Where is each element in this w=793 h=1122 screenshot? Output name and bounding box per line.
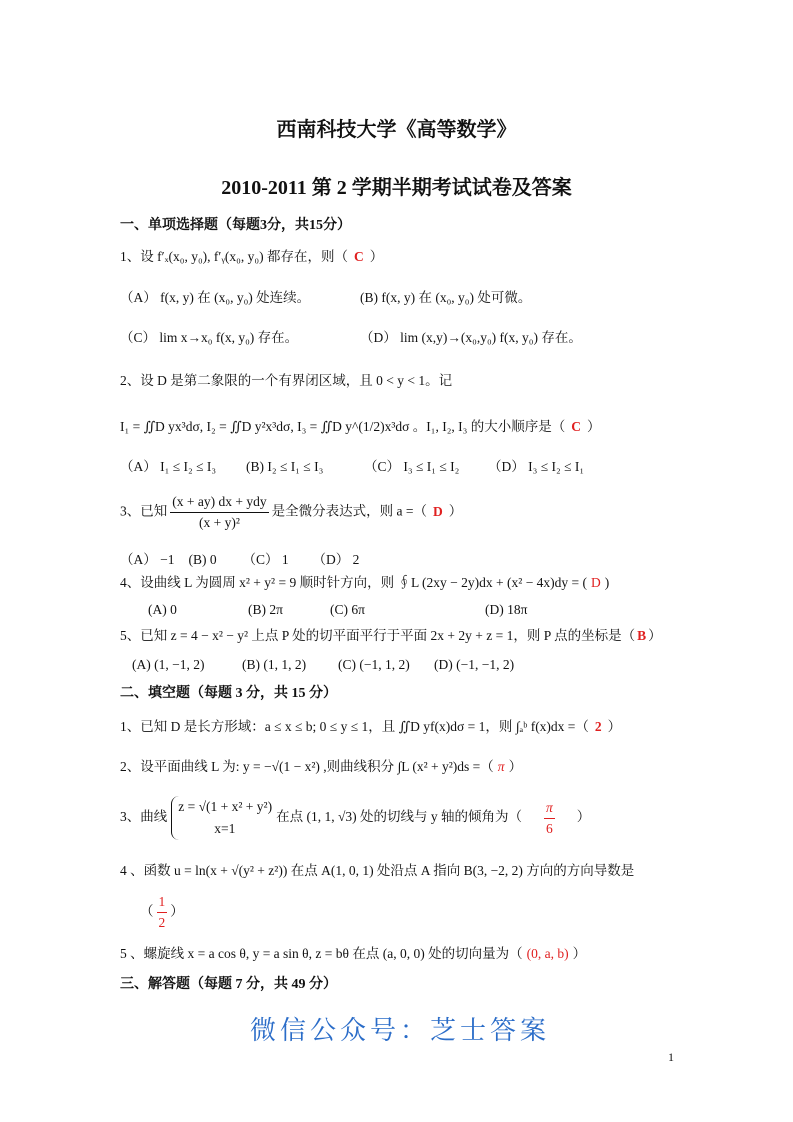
question-4-options	[148, 600, 541, 620]
answer-numerator: 1	[157, 892, 168, 913]
paren: ）	[607, 719, 622, 734]
fill-3	[120, 796, 590, 840]
fill-4-answer	[140, 892, 184, 933]
option-b: (B) 2π	[248, 602, 283, 617]
question-4	[120, 573, 609, 593]
question-5	[120, 626, 662, 646]
question-text: I₁ = ∬D yx³dσ, I₂ = ∬D y²x³dσ, I₃ = ∬D y^(1/2)x³dσ 。I₁, I₂, I₃ 的大小顺序是（	[120, 419, 566, 434]
section1-heading: 一、单项选择题（每题3分，共15分）	[120, 218, 351, 233]
answer: 2	[594, 719, 602, 734]
question-2: 2、设 D 是第二象限的一个有界闭区域，且 0 < y < 1。记	[120, 373, 453, 388]
question-text: 3、已知	[120, 503, 168, 519]
question-5-options	[132, 655, 528, 675]
question-text: 3、曲线	[120, 809, 168, 825]
answer-numerator: π	[544, 798, 555, 819]
answer	[544, 798, 555, 839]
paren: )	[604, 575, 610, 590]
option-a: （A） I₁ ≤ I₂ ≤ I₃	[120, 459, 217, 474]
question-text: 2、设平面曲线 L 为: y = −√(1 − x²) ,则曲线积分 ∫L (x² + y²)ds =（	[120, 759, 494, 774]
option-c: （C） lim x→x₀ f(x, y₀) 存在。	[120, 330, 299, 345]
answer: π	[497, 759, 505, 774]
question-text: 是全微分表达式，则 a =（	[271, 503, 427, 519]
question-3	[120, 492, 462, 533]
page-number: 1	[668, 1050, 674, 1064]
option-a: （A） −1	[120, 552, 175, 567]
option-a: （A） f(x, y) 在 (x₀, y₀) 处连续。	[120, 290, 311, 305]
option-d: （D） I₃ ≤ I₂ ≤ I₁	[488, 459, 585, 474]
answer: B	[637, 628, 647, 643]
question-1-options-row-1	[120, 288, 545, 308]
equation: z = √(1 + x² + y²)	[178, 799, 273, 814]
option-d: (D) (−1, −1, 2)	[434, 657, 515, 672]
fill-1	[120, 717, 621, 737]
question-text: 1、设 f′ₓ(x₀, y₀), f′ᵧ(x₀, y₀) 都存在，则（	[120, 249, 348, 264]
answer: C	[571, 419, 582, 434]
paren: ）	[170, 903, 184, 919]
paren: ）	[572, 946, 587, 961]
question-2-integrals	[120, 417, 601, 437]
paren: ）	[448, 503, 463, 519]
section3-heading: 三、解答题（每题 7 分，共 49 分）	[120, 977, 337, 992]
answer-denominator: 6	[545, 820, 553, 836]
fill-2	[120, 757, 522, 777]
option-c: (C) (−1, 1, 2)	[338, 657, 410, 672]
question-text: 4、设曲线 L 为圆周 x² + y² = 9 顺时针方向，则 ∮L (2xy − 2y)dx + (x² − 4x)dy = (	[120, 575, 588, 590]
answer	[157, 892, 168, 933]
question-1	[120, 247, 383, 267]
option-c: （C） 1	[242, 552, 289, 567]
fill-5	[120, 944, 586, 964]
section2-heading: 二、填空题（每题 3 分，共 15 分）	[120, 686, 337, 701]
paren: ）	[576, 809, 591, 825]
answer: D	[591, 575, 601, 590]
option-c: （C） I₃ ≤ I₁ ≤ I₂	[364, 459, 460, 474]
answer: (0, a, b)	[526, 946, 569, 961]
paren: ）	[648, 628, 662, 643]
option-d: (D) 18π	[485, 602, 528, 617]
answer: C	[353, 249, 364, 264]
option-b: (B) 0	[188, 552, 217, 567]
question-1-options-row-2	[120, 328, 596, 348]
fill-4: 4 、函数 u = ln(x + √(y² + z²)) 在点 A(1, 0, 1) 处沿点 A 指向 B(3, −2, 2) 方向的方向导数是	[120, 863, 635, 878]
question-3-options	[120, 550, 373, 570]
document-title: 西南科技大学《高等数学》	[276, 119, 517, 141]
option-c: (C) 6π	[330, 602, 365, 617]
document-subtitle: 2010-2011 第 2 学期半期考试试卷及答案	[221, 177, 572, 199]
option-d: （D） 2	[312, 552, 360, 567]
paren: （	[140, 903, 154, 919]
question-text: 5 、螺旋线 x = a cos θ, y = a sin θ, z = bθ 在点 (a, 0, 0) 处的切向量为（	[120, 946, 523, 961]
option-a: (A) (1, −1, 2)	[132, 657, 205, 672]
question-text: 在点 (1, 1, √3) 处的切线与 y 轴的倾角为（	[276, 809, 522, 825]
answer-denominator: 2	[158, 915, 166, 930]
equation: x=1	[214, 821, 236, 836]
option-a: (A) 0	[148, 602, 177, 617]
option-b: (B) f(x, y) 在 (x₀, y₀) 处可微。	[360, 290, 532, 305]
numerator: (x + ay) dx + ydy	[170, 492, 268, 513]
option-b: (B) I₂ ≤ I₁ ≤ I₃	[246, 459, 324, 474]
paren: ）	[369, 249, 384, 264]
watermark: 微信公众号：芝士答案	[250, 1016, 551, 1046]
paren: ）	[587, 419, 601, 434]
paren: ）	[508, 759, 523, 774]
question-text: 5、已知 z = 4 − x² − y² 上点 P 处的切平面平行于平面 2x + 2y + z = 1，则 P 点的坐标是（	[120, 628, 636, 643]
question-2-options	[120, 457, 598, 477]
answer: D	[432, 503, 443, 519]
option-b: (B) (1, 1, 2)	[242, 657, 307, 672]
question-text: 1、已知 D 是长方形域：a ≤ x ≤ b; 0 ≤ y ≤ 1，且 ∬D yf(x)dσ = 1，则 ∫ₐᵇ f(x)dx =（	[120, 719, 589, 734]
denominator: (x + y)²	[198, 515, 240, 530]
fraction	[170, 492, 268, 533]
option-d: （D） lim (x,y)→(x₀,y₀) f(x, y₀) 存在。	[360, 330, 582, 345]
equation-system	[171, 796, 272, 840]
